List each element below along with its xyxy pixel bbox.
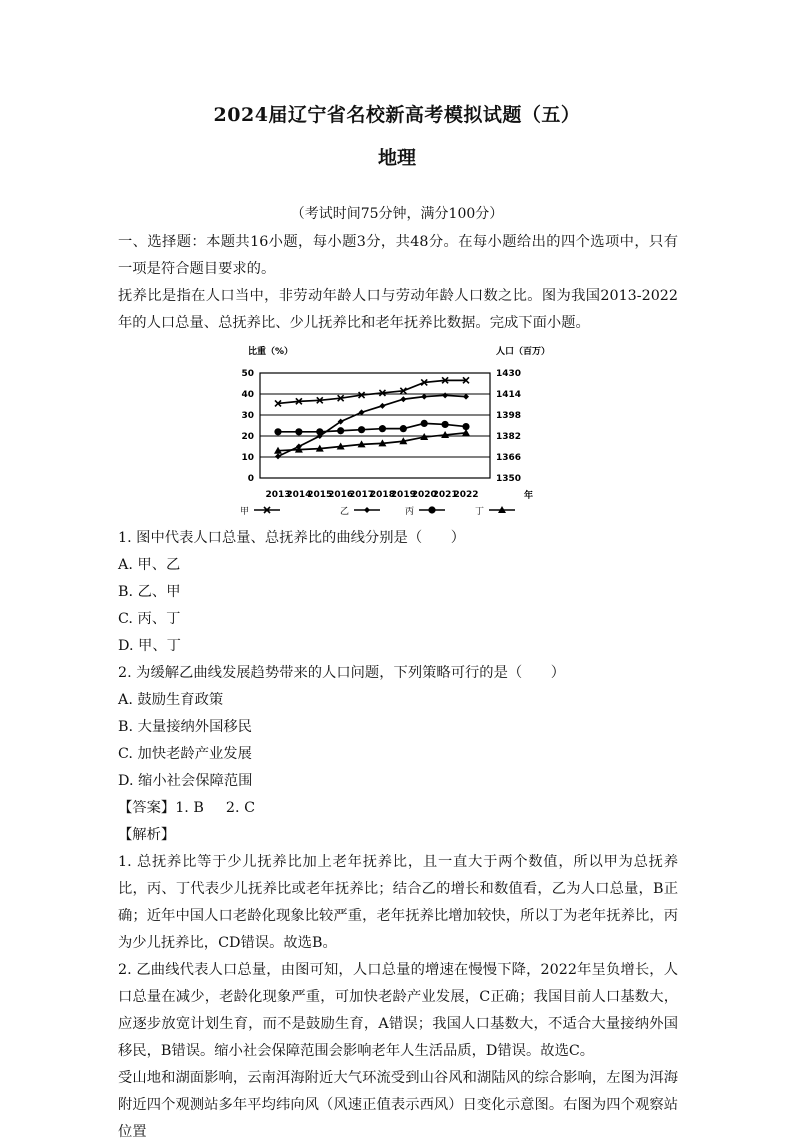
x-axis-ticks <box>265 490 478 500</box>
q2-option-c: C. 加快老龄产业发展 <box>118 746 252 762</box>
q2-option-b: B. 大量接纳外国移民 <box>118 719 252 735</box>
legend-marker <box>428 506 435 513</box>
q1-stem: 1. 图中代表人口总量、总抚养比的曲线分别是（ ） <box>118 530 466 546</box>
data-point <box>358 426 365 433</box>
exam-info: （考试时间75分钟，满分100分） <box>290 206 504 222</box>
legend-item <box>340 506 380 517</box>
right-tick-label: 1430 <box>496 369 522 379</box>
x-tick-label: 2017 <box>349 490 375 500</box>
population-dependency-chart <box>238 336 558 522</box>
section-intro-block <box>118 229 678 337</box>
passage-2: 受山地和湖面影响，云南洱海附近大气环流受到山谷风和湖陆风的综合影响，左图为洱海附近四个观测站多年平均纬向风（风速正值表示西风）日变化示意图。右图为四个观察站位置 <box>118 1070 678 1140</box>
chart-legend <box>240 506 515 517</box>
left-tick-label: 30 <box>241 411 254 421</box>
data-point <box>275 453 281 459</box>
analysis-2: 2. 乙曲线代表人口总量，由图可知，人口总量的增速在慢慢下降，2022年呈负增长，人口总量在减少，老龄化现象严重，可加快老龄产业发展，C正确；我国目前人口基数大，应逐步放宽计划生育，而不是鼓励生育，A错误；我国人口基数大，不适合大量接纳外国移民，B错误。缩小社会保障范围会影响老年人生活品质，D错误。故选C。 <box>118 962 678 1059</box>
right-tick-label: 1350 <box>496 474 522 484</box>
page-title: 2024届辽宁省名校新高考模拟试题（五） <box>213 104 581 126</box>
analysis-1: 1. 总抚养比等于少儿抚养比加上老年抚养比，且一直大于两个数值，所以甲为总抚养比，丙、丁代表少儿抚养比或老年抚养比；结合乙的增长和数值看，乙为人口总量，B正确；近年中国人口老龄化现象比较严重，老年抚养比增加较快，所以丁为老年抚养比，丙为少儿抚养比，CD错误。故选B。 <box>118 854 678 951</box>
section-intro: 一、选择题：本题共16小题，每小题3分，共48分。在每小题给出的四个选项中，只有一项是符合题目要求的。 <box>118 234 678 277</box>
legend-label: 甲 <box>240 507 250 517</box>
x-unit-label: 年 <box>524 491 534 501</box>
right-axis-ticks <box>496 369 521 484</box>
series-line <box>278 380 466 403</box>
left-axis-ticks <box>241 369 254 484</box>
x-tick-label: 2019 <box>390 490 416 500</box>
questions-block <box>118 525 678 1146</box>
legend-item <box>240 506 280 517</box>
right-tick-label: 1414 <box>496 390 522 400</box>
analysis-label: 【解析】 <box>118 827 176 843</box>
x-tick-label: 2020 <box>411 490 437 500</box>
data-point <box>337 427 344 434</box>
legend-marker <box>364 507 370 513</box>
left-tick-label: 40 <box>241 390 254 400</box>
answer-2: 2. C <box>225 800 256 816</box>
series-甲 <box>275 377 469 406</box>
series-layer <box>274 377 470 459</box>
answer-line <box>118 795 678 822</box>
x-tick-label: 2014 <box>286 490 312 500</box>
q1-option-b: B. 乙、甲 <box>118 584 181 600</box>
left-tick-label: 10 <box>241 453 254 463</box>
q2-option-a: A. 鼓励生育政策 <box>118 692 224 708</box>
x-tick-label: 2022 <box>453 490 479 500</box>
left-axis-label: 比重（%） <box>248 347 294 357</box>
data-point <box>442 421 449 428</box>
legend-item <box>475 506 515 517</box>
q2-option-d: D. 缩小社会保障范围 <box>118 773 253 789</box>
q1-option-c: C. 丙、丁 <box>118 611 181 627</box>
data-point <box>379 425 386 432</box>
left-tick-label: 0 <box>247 474 254 484</box>
x-tick-label: 2015 <box>307 490 333 500</box>
series-line <box>278 423 466 431</box>
data-point <box>379 403 385 409</box>
series-line <box>278 395 466 456</box>
legend-label: 丁 <box>475 507 485 517</box>
answer-1: 1. B <box>175 800 204 816</box>
subject-title: 地理 <box>377 147 416 169</box>
left-tick-label: 50 <box>241 369 254 379</box>
x-tick-label: 2016 <box>328 490 354 500</box>
q2-stem: 2. 为缓解乙曲线发展趋势带来的人口问题，下列策略可行的是（ ） <box>118 665 566 681</box>
x-tick-label: 2021 <box>432 490 458 500</box>
q1-option-a: A. 甲、乙 <box>118 557 181 573</box>
legend-label: 丙 <box>405 507 415 517</box>
q1-options <box>118 552 678 660</box>
data-point <box>295 428 302 435</box>
right-tick-label: 1366 <box>496 453 522 463</box>
answer-label: 【答案】 <box>118 800 176 816</box>
left-tick-label: 20 <box>241 432 254 442</box>
x-tick-label: 2013 <box>265 490 291 500</box>
right-axis-label: 人口（百万） <box>496 347 551 357</box>
q1-option-d: D. 甲、丁 <box>118 638 181 654</box>
data-point <box>400 396 406 402</box>
data-point <box>316 428 323 435</box>
data-point <box>421 420 428 427</box>
right-tick-label: 1398 <box>496 411 522 421</box>
data-point <box>274 428 281 435</box>
legend-item <box>405 506 445 517</box>
passage-1: 抚养比是指在人口当中，非劳动年龄人口与劳动年龄人口数之比。图为我国2013-2022年的人口总量、总抚养比、少儿抚养比和老年抚养比数据。完成下面小题。 <box>118 288 678 331</box>
q2-options <box>118 687 678 795</box>
x-tick-label: 2018 <box>369 490 395 500</box>
series-丙 <box>274 420 469 436</box>
data-point <box>400 425 407 432</box>
data-point <box>442 392 448 398</box>
legend-label: 乙 <box>340 507 350 517</box>
right-tick-label: 1382 <box>496 432 522 442</box>
